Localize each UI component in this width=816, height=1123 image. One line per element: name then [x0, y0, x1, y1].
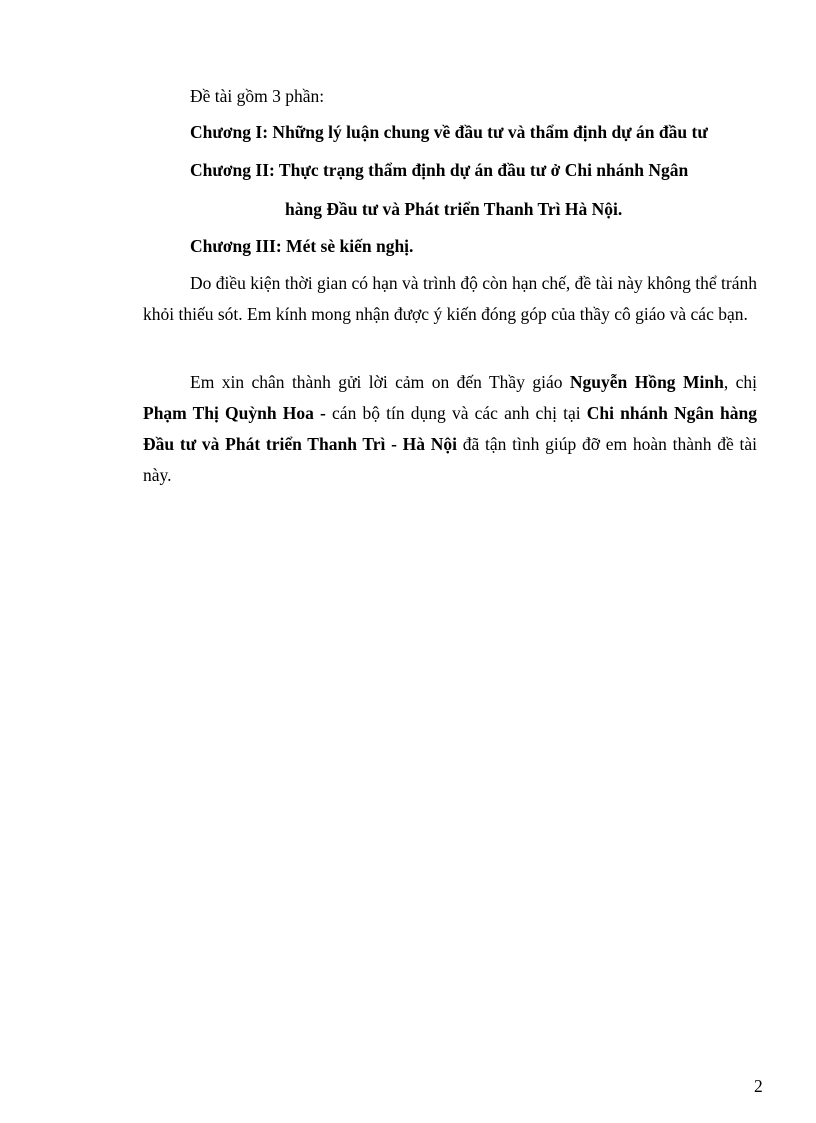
page-number: 2: [754, 1076, 763, 1096]
officer-name: Phạm Thị Quỳnh Hoa -: [143, 403, 326, 423]
chapter-1-heading: Chương I: Những lý luận chung về đầu tư và thẩm định dự án đầu tư: [190, 122, 708, 142]
chapter-2-heading-line1: Chương II: Thực trạng thẩm định dự án đầu tư ở Chi nhánh Ngân: [190, 160, 689, 180]
acknowledgement-text: đã tận tình giúp đỡ em hoàn thành đề tài này.: [143, 434, 757, 485]
intro-text: Đề tài gồm 3 phần:: [190, 86, 325, 106]
acknowledgement-text: , chị: [723, 372, 757, 392]
acknowledgement-text: cán bộ tín dụng và các anh chị tại: [325, 403, 587, 423]
bank-branch-name: Chi nhánh Ngân hàng Đầu tư và Phát triển Thanh Trì - Hà Nội: [143, 403, 758, 454]
advisor-name: Nguyễn Hồng Minh: [569, 372, 724, 392]
paragraph-limitations: Do điều kiện thời gian có hạn và trình độ còn hạn chế, đề tài này không thể tránh khỏi thiếu sót. Em kính mong nhận được ý kiến đóng góp của thầy cô giáo và các bạn.: [143, 273, 757, 324]
acknowledgement-text: Em xin chân thành gửi lời cảm on đến Thầy giáo: [190, 372, 570, 392]
paragraph-acknowledgements: [143, 367, 757, 491]
chapter-2-heading-line2: hàng Đầu tư và Phát triển Thanh Trì Hà Nội.: [285, 199, 623, 219]
chapter-3-heading: Chương III: Mét sè kiến nghị.: [190, 236, 414, 256]
